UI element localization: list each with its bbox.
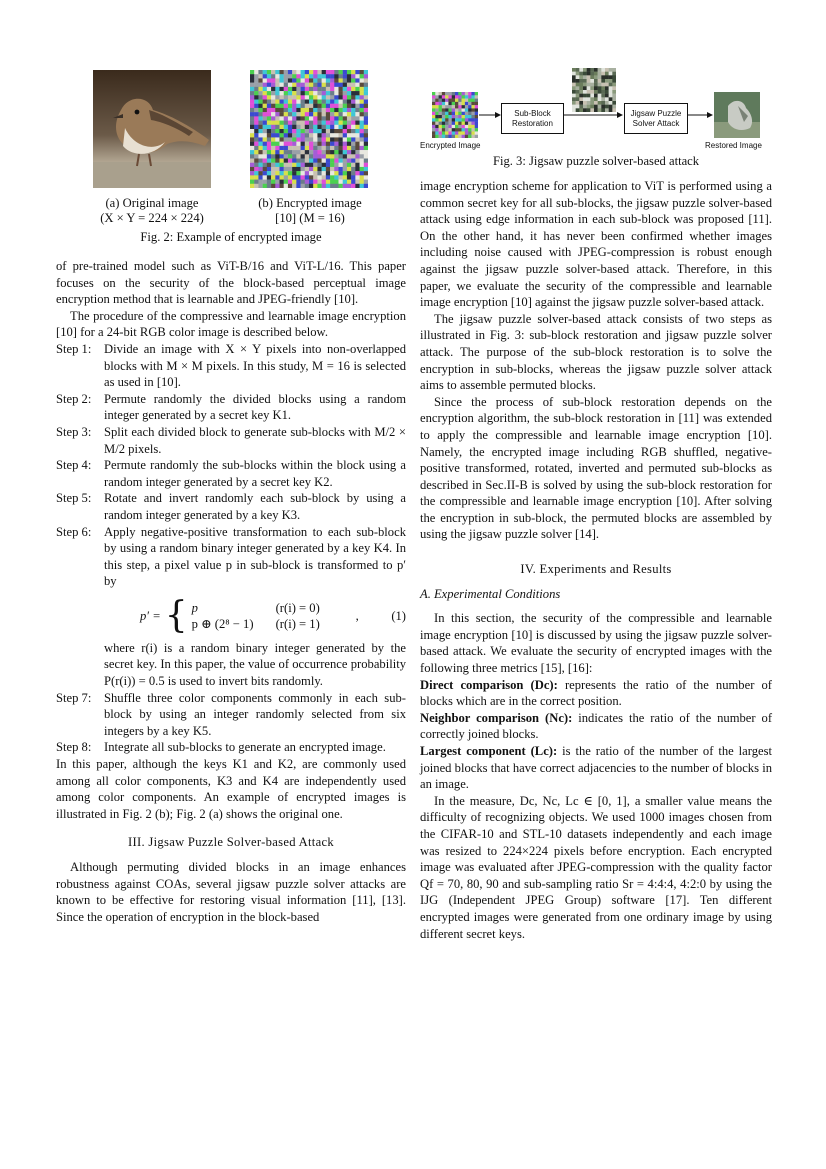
- step-text: Permute randomly the sub-blocks within the block using a random integer generated by a secret key K2.: [104, 458, 406, 489]
- step-4: [56, 457, 406, 490]
- metric-nc-text: indicates the ratio of the number of correctly joined blocks.: [420, 710, 773, 742]
- caption-2a-line2: (X × Y = 224 × 224): [100, 211, 204, 225]
- step-6: [56, 524, 406, 690]
- jigsaw-solver-box: Jigsaw Puzzle Solver Attack: [624, 103, 688, 134]
- step-3: [56, 424, 406, 457]
- metric-nc-symbol: (Nc):: [545, 710, 573, 725]
- step-label: Step 5:: [56, 491, 92, 506]
- metric-lc-text: is the ratio of the number of the largest joined blocks that have correct adjacencies to the number of blocks in an image.: [420, 744, 772, 792]
- metric-nc-title: Neighbor comparison: [420, 710, 540, 725]
- fig2-caption: Fig. 2: Example of encrypted image: [140, 230, 322, 244]
- caption-2b-line2: [10] (M = 16): [275, 211, 345, 225]
- right-paragraph-2: The jigsaw puzzle solver-based attack consists of two steps as illustrated in Fig. 3: sub-block restoration and jigsaw puzzle solver attack. The purpose of the sub-block restoration is to solve the encryption in sub-blocks, whereas the jigsaw puzzle solver attack aims to assemble permuted blocks.: [420, 311, 772, 393]
- right-paragraph-1: image encryption scheme for application to ViT is performed using a common secret key for all sub-blocks, the jigsaw puzzle solver-based attack using edge information in each sub-block was proposed [11]. On the other hand, it has never been confirmed whether images including noise caused with JPEG-compression is robust enough against the jigsaw puzzle solver-based attack. Therefore, in this paper, we evaluate the security of the compressible and learnable image encryption [10] against the jigsaw puzzle solver-based attack.: [420, 179, 772, 310]
- right-paragraph-5: In the measure, Dc, Nc, Lc ∈ [0, 1], a smaller value means the difficulty of recognizing objects. We used 1000 images chosen from the CIFAR-10 and STL-10 datasets independently and each image was resized to 224×224 pixels before encryption. Each encrypted image was evaluated after JPEG-compression with the quality factor Qf = 70, 80, 90 and sub-sampling ratio Sr = 4:4:4, 4:2:0 by using the IJG (Independent JPEG Group) software [17]. Ten different encrypted images were generated from one ordinary image by using different secret keys.: [420, 793, 772, 941]
- step-5: [56, 490, 406, 523]
- step-8: [56, 739, 406, 756]
- eq-cond-2: (r(i) = 1): [275, 616, 320, 631]
- sub-block-restoration-box: Sub-Block Restoration: [501, 103, 564, 134]
- equation-1: p′ = { p (r(i) = 0) p ⊕ (2⁸ − 1) (r(i) = 1) , (1): [140, 594, 406, 636]
- metric-dc-text: represents the ratio of the number of blocks which are in the correct position.: [420, 677, 772, 709]
- step-text: Integrate all sub-blocks to generate an encrypted image.: [104, 740, 386, 755]
- metric-lc-symbol: (Lc):: [530, 744, 558, 758]
- step-text: Permute randomly the divided blocks using a random integer generated by a secret key K1.: [104, 391, 406, 423]
- eq-case-1: p: [191, 600, 198, 615]
- eq-case-2: p ⊕ (2⁸ − 1): [191, 616, 254, 631]
- left-column: [56, 258, 406, 925]
- caption-2a-line1: (a) Original image: [105, 196, 199, 210]
- section-4-heading: IV. Experiments and Results: [520, 562, 672, 577]
- step-label: Step 3:: [56, 424, 92, 439]
- encryption-steps: [56, 341, 406, 756]
- right-paragraph-4: In this section, the security of the compressible and learnable image encryption [10] is discussed by using the jigsaw puzzle solver-based attack. We evaluate the security of encrypted images with the following three metrics [15], [16]:: [420, 611, 772, 676]
- metric-nc: [420, 710, 772, 743]
- fig3-caption: Fig. 3: Jigsaw puzzle solver-based attack: [492, 154, 700, 168]
- eq-brace: {: [164, 594, 188, 636]
- encrypted-image: [250, 70, 368, 188]
- left-paragraph-2: The procedure of the compressive and learnable image encryption [10] for a 24-bit RGB color image is described below.: [56, 308, 406, 340]
- eq-lhs: p′ =: [140, 608, 161, 623]
- step-text: Split each divided block to generate sub-blocks with M/2 × M/2 pixels.: [104, 424, 406, 456]
- step-label: Step 2:: [56, 391, 92, 406]
- fig3-label-restored: Restored Image: [705, 141, 762, 150]
- step-label: Step 1:: [56, 341, 92, 356]
- step-6-after: where r(i) is a random binary integer generated by the secret key. In this paper, the value of occurrence probability P(r(i)) = 0.5 is used to invert bits randomly.: [104, 640, 406, 689]
- original-bird-image: [93, 70, 211, 188]
- step-2: [56, 391, 406, 424]
- step-text: Apply negative-positive transformation to each sub-block by using a random binary integer generated by a key K4. In this step, a pixel value p in sub-block is transformed to p′ by: [104, 524, 406, 589]
- eq-cond-1: (r(i) = 0): [275, 600, 320, 615]
- step-label: Step 7:: [56, 690, 92, 705]
- step-label: Step 4:: [56, 458, 92, 473]
- step-text: Divide an image with X × Y pixels into non-overlapped blocks with M × M pixels. In this study, M = 16 is selected as used in [10].: [104, 341, 406, 390]
- metric-dc-symbol: (Dc):: [530, 677, 558, 692]
- eq-cases: [192, 600, 350, 632]
- subsection-a-heading: A. Experimental Conditions: [420, 586, 561, 601]
- eq-number: (1): [391, 608, 406, 623]
- metric-dc-title: Direct comparison: [420, 677, 524, 692]
- right-paragraph-3: Since the process of sub-block restoration depends on the encryption algorithm, the sub-block restoration in [11] was extended to apply the compressible and learnable image encryption [10]. Namely, the encrypted image including RGB shuffled, negative-positive transformed, rotated, inverted and permuted sub-blocks as described in Sec.II-B is solved by using the sub-block restoration for the compressible and learnable image encryption [10]. After solving the encryption in sub-block, the permuted blocks are assembled by using the jigsaw puzzle solver [14].: [420, 394, 772, 542]
- metric-dc: [420, 677, 772, 710]
- right-column: [420, 178, 772, 942]
- step-text: Rotate and invert randomly each sub-block by using a random integer generated by a key K3.: [104, 491, 406, 522]
- left-paragraph-4: Although permuting divided blocks in an image enhances robustness against COAs, several jigsaw puzzle solver attacks are known to be effective for restoring visual information [11], [13]. Since the operation of encryption in the block-based: [56, 860, 406, 924]
- left-paragraph-3: In this paper, although the keys K1 and K2, are commonly used among all color components, K3 and K4 are independently used among color components. An example of encrypted images is illustrated in Fig. 2 (b); Fig. 2 (a) shows the original one.: [56, 757, 406, 821]
- fig3-label-encrypted: Encrypted Image: [420, 141, 481, 150]
- step-text: Shuffle three color components commonly in each sub-block by using an integer randomly selected from six integers by a key K5.: [104, 690, 406, 738]
- section-3-heading: III. Jigsaw Puzzle Solver-based Attack: [128, 835, 334, 850]
- caption-2b: [238, 196, 382, 226]
- caption-2a: [80, 196, 224, 226]
- caption-2b-line1: (b) Encrypted image: [258, 196, 362, 210]
- step-1: [56, 341, 406, 391]
- step-7: [56, 690, 406, 740]
- metric-lc: [420, 743, 772, 793]
- left-paragraph-1: of pre-trained model such as ViT-B/16 and ViT-L/16. This paper focuses on the security of the block-based perceptual image encryption method that is learnable and JPEG-friendly [10].: [56, 259, 406, 307]
- step-label: Step 8:: [56, 740, 92, 755]
- metric-lc-title: Largest component: [420, 744, 526, 758]
- step-label: Step 6:: [56, 524, 92, 539]
